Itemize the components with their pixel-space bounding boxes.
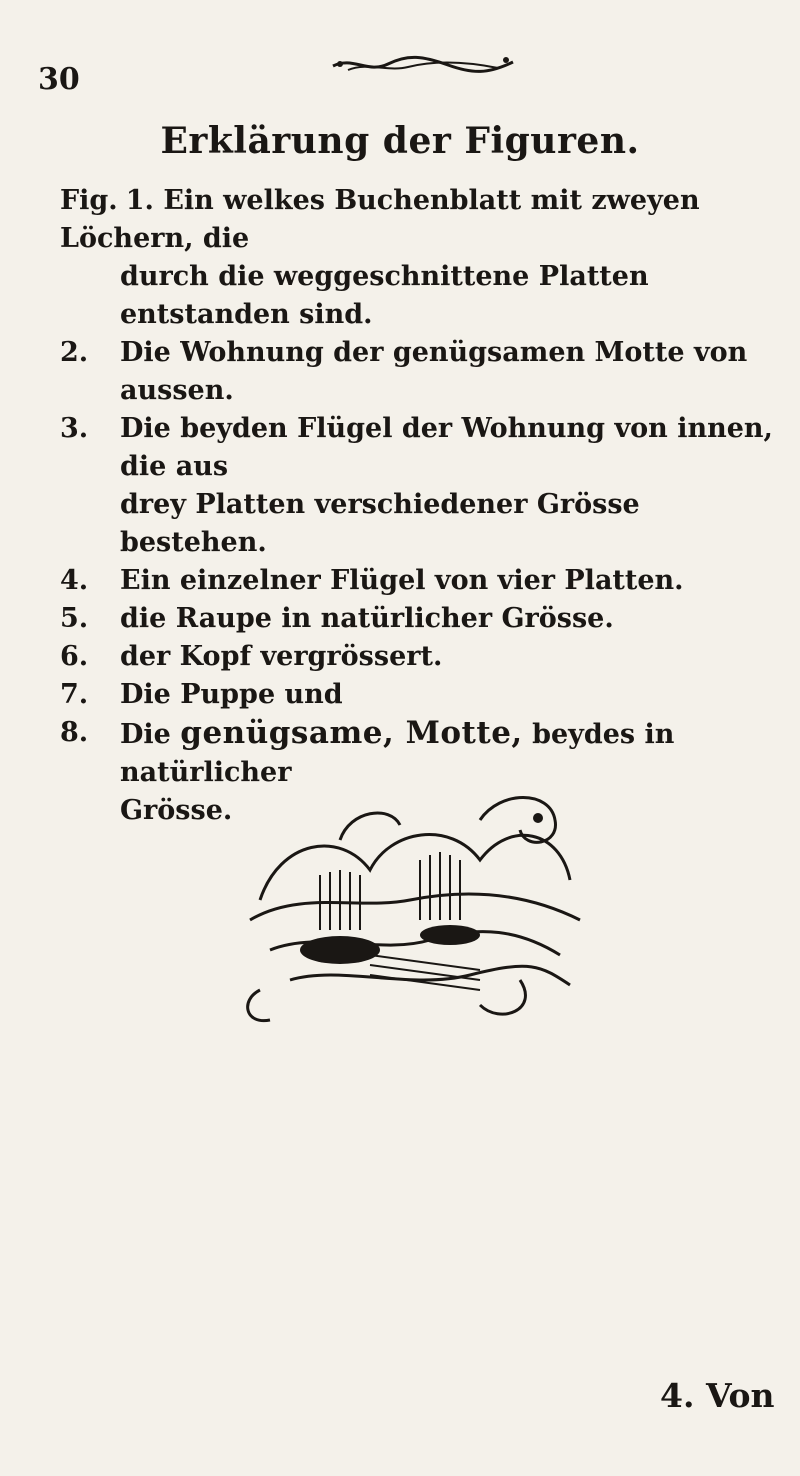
item-text: die Raupe in natürlicher Grösse. [120, 603, 614, 634]
item-text: Die beyden Flügel der Wohnung von innen, die aus [120, 413, 773, 482]
page-number: 30 [38, 62, 80, 97]
item-text: Ein einzelner Flügel von vier Platten. [120, 565, 684, 596]
fig-label: Fig. [60, 185, 118, 216]
item-number: 1. [125, 185, 154, 216]
item-emphasis: genügsame, Motte, [180, 715, 523, 751]
item-number: 2. [60, 337, 89, 368]
item-number: 7. [60, 679, 89, 710]
list-item [60, 410, 780, 562]
item-text-continued: drey Platten verschiedener Grösse bestehen. [120, 489, 640, 558]
list-item [60, 600, 780, 638]
item-text: Die [120, 719, 171, 750]
item-text: Ein welkes Buchenblatt mit zweyen Löchern, die [60, 185, 700, 254]
item-number: 6. [60, 641, 89, 672]
list-item [60, 638, 780, 676]
page-title: Erklärung der Figuren. [160, 120, 640, 162]
item-text-continued: Grösse. [120, 795, 233, 826]
item-number: 4. [60, 565, 89, 596]
item-text: Die Puppe und [120, 679, 343, 710]
list-item [60, 676, 780, 714]
item-text: Die Wohnung der genügsamen Motte von aussen. [120, 337, 748, 406]
item-text: der Kopf vergrössert. [120, 641, 443, 672]
item-number: 3. [60, 413, 89, 444]
ornamental-vignette [220, 780, 600, 1040]
figure-list [60, 182, 780, 830]
item-number: 8. [60, 717, 89, 748]
list-item [60, 562, 780, 600]
item-text-end: beydes in natürlicher [120, 719, 675, 788]
item-number: 5. [60, 603, 89, 634]
list-item [60, 334, 780, 410]
item-text-continued: durch die weggeschnittene Platten entstanden sind. [120, 261, 649, 330]
catchword: 4. Von [660, 1376, 775, 1415]
header-ornament [328, 52, 518, 78]
list-item [60, 182, 780, 334]
